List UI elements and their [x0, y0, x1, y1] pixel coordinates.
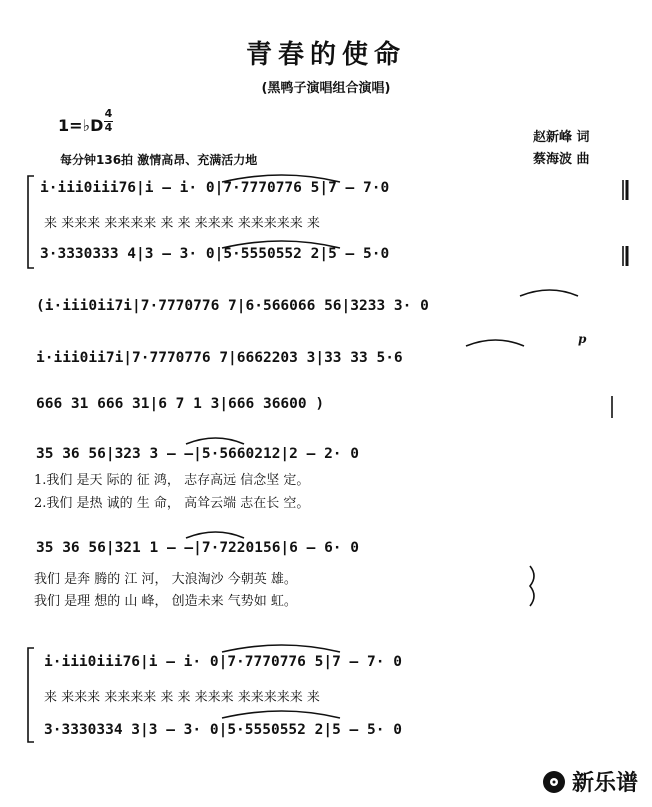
verse-1-lyrics-1: 1.我们 是天 际的 征 鸿， 志存高远 信念坚 定。: [34, 473, 310, 488]
score-row-6-notes: i·iii0iii76|i – i· 0|7·7770776 5|7 – 7· 0: [44, 654, 402, 670]
performer-subtitle: (黑鸭子演唱组合演唱): [261, 81, 391, 96]
tempo-marking: 每分钟136拍 激情高昂、充满活力地: [60, 153, 258, 167]
score-row-3-notes: (i·iii0ii7i|7·7770776 7|6·566066 56|3233 3· 0: [36, 298, 429, 314]
verse-1-lyrics-2: 2.我们 是热 诚的 生 命， 高耸云端 志在长 空。: [34, 496, 310, 511]
score-row-7-notes: 3·3330334 3|3 – 3· 0|5·5550552 2|5 – 5· 0: [44, 722, 402, 738]
score-row-2-notes: 3·3330333 4|3 – 3· 0|5·5550552 2|5 – 5·0: [40, 246, 390, 262]
score-row-4-notes: i·iii0ii7i|7·7770776 7|6662203 3|33 33 5·6: [36, 350, 403, 366]
system-bracket-2: [28, 648, 34, 742]
time-signature-bottom: 4: [104, 121, 113, 134]
song-title: 青春的使命: [245, 40, 406, 70]
music-note-icon: [542, 770, 566, 794]
lyric-brace: [530, 566, 534, 606]
verse-2-lyrics-1: 我们 是奔 腾的 江 河， 大浪淘沙 今朝英 雄。: [34, 572, 297, 587]
key-signature: 1=♭D: [58, 116, 104, 135]
dynamic-mark: p: [578, 332, 587, 346]
site-logo: [542, 766, 638, 797]
verse-2-notes: 35 36 56|321 1 – –|7·7220156|6 – 6· 0: [36, 540, 360, 556]
composer-credit: 蔡海波 曲: [533, 152, 590, 167]
verse-1-notes: 35 36 56|323 3 – –|5·5660212|2 – 2· 0: [36, 446, 360, 462]
score-row-1-notes: i·iii0iii76|i – i· 0|7·7770776 5|7 – 7·0: [40, 180, 390, 196]
score-row-6-lyrics: 来 来来来 来来来来 来 来 来来来 来来来来来 来: [44, 690, 320, 705]
logo-text: 新乐谱: [571, 771, 638, 796]
system-bracket-1: [28, 176, 34, 268]
time-signature-top: 4: [104, 107, 113, 120]
score-row-1-lyrics: 来 来来来 来来来来 来 来 来来来 来来来来来 来: [44, 216, 320, 231]
score-row-5-notes: 666 31 666 31|6 7 1 3|666 36600 ): [36, 396, 325, 412]
verse-2-lyrics-2: 我们 是理 想的 山 峰， 创造未来 气势如 虹。: [34, 594, 297, 609]
lyricist-credit: 赵新峰 词: [533, 130, 590, 145]
